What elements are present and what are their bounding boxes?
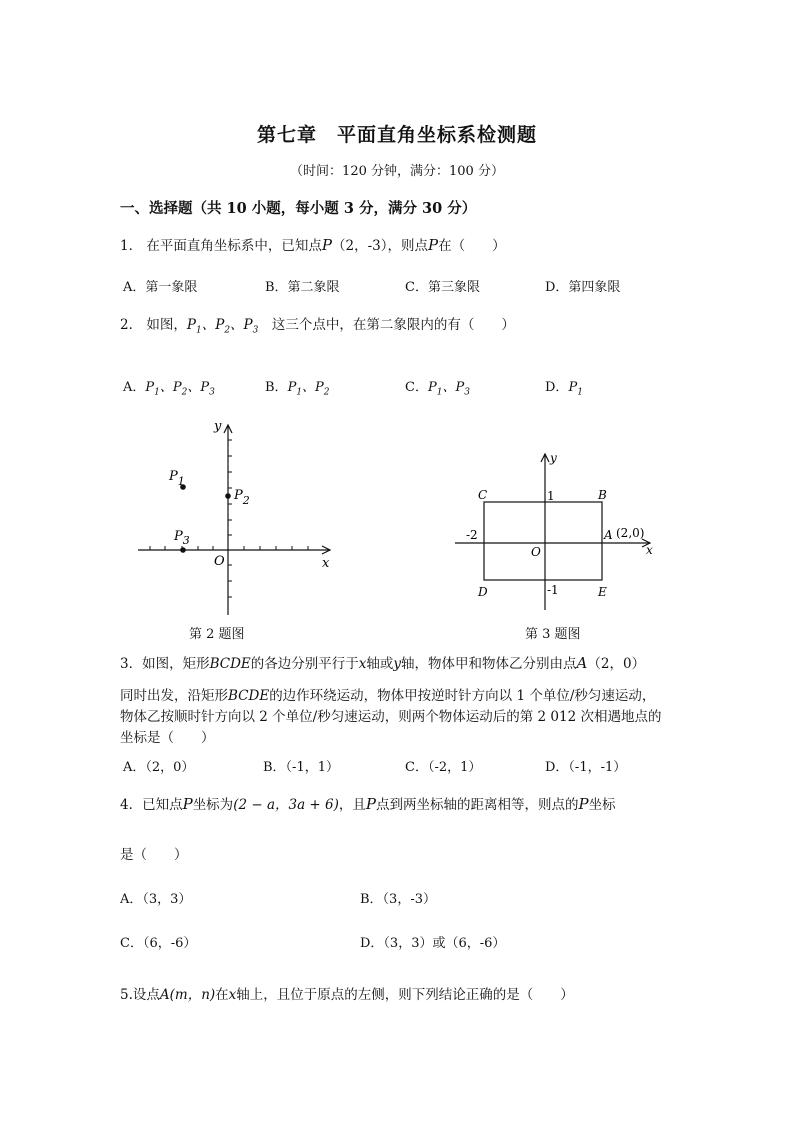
fig3-label-a-coord: (2,0) (616, 526, 645, 540)
question-3-line-4: 坐标是（ ） (120, 730, 215, 746)
fig2-label-p1: $P_1$ (169, 469, 185, 488)
figure-2-coordinate-plane (130, 415, 350, 625)
question-3-line-2: 同时出发，沿矩形BCDE的边作环绕运动，物体甲按逆时针方向以 1 个单位/秒匀速运动， (120, 688, 656, 704)
fig2-x-label: x (322, 556, 330, 571)
q1-option-c: C．第三象限 (405, 280, 480, 295)
page-title: 第七章 平面直角坐标系检测题 (256, 124, 537, 146)
q3-option-c: C．（-2，1） (405, 760, 482, 775)
fig3-label-b: B (598, 488, 607, 502)
question-4: 4．已知点P坐标为(2 − a，3a + 6)，且P点到两坐标轴的距离相等，则点的P坐标 (120, 795, 616, 813)
q1-option-d: D．第四象限 (545, 280, 621, 295)
q1-text-b: 在（ ） (438, 238, 506, 254)
exam-subtitle: （时间：120 分钟，满分：100 分） (290, 164, 504, 179)
fig3-label-d: D (478, 585, 488, 599)
fig3-x-label: x (646, 543, 653, 557)
figure-3-caption: 第 3 题图 (525, 627, 581, 642)
q4-option-c: C．（6，-6） (120, 936, 197, 951)
q1-option-b: B．第二象限 (265, 280, 340, 295)
q4-option-a: A．（3，3） (120, 892, 192, 907)
q1-var-p: P (321, 236, 332, 254)
q3-option-a: A．（2，0） (123, 760, 195, 775)
fig3-y-label: y (550, 451, 557, 465)
fig2-label-p3: $P_3$ (174, 529, 190, 547)
fig2-point-p2 (225, 493, 231, 499)
question-3-line-3: 物体乙按顺时针方向以 2 个单位/秒匀速运动，则两个物体运动后的第 2 012 次相遇地点的 (120, 709, 662, 725)
fig2-y-label: y (214, 419, 222, 434)
fig2-ticks (150, 440, 308, 597)
fig3-origin-label: O (531, 545, 541, 559)
fig3-label-c: C (478, 488, 488, 502)
q2-text: 2． 如图， (120, 317, 187, 333)
question-3-line-1: 3．如图，矩形BCDE的各边分别平行于x轴或y轴，物体甲和物体乙分别由点A（2，0） (120, 654, 646, 672)
q1-var-p2: P (427, 236, 439, 254)
q1-text: 1． 在平面直角坐标系中，已知点 (120, 238, 322, 254)
fig3-tick-neg1: -1 (547, 583, 559, 597)
fig2-label-p2: $P_2$ (234, 488, 250, 507)
q4-option-d: D．（3，3）或（6，-6） (360, 936, 506, 951)
q2-option-d: D．$P_1$ (545, 380, 583, 398)
section-heading: 一、选择题（共 10 小题，每小题 3 分，满分 30 分） (120, 200, 477, 217)
q1-option-a: A．第一象限 (123, 280, 198, 295)
fig3-tick-1: 1 (547, 489, 555, 503)
question-1 (120, 234, 506, 254)
q2-option-b: B．$P_1$、$P_2$ (265, 380, 330, 398)
q3-option-b: B．（-1，1） (263, 760, 339, 775)
fig2-point-p3 (180, 547, 186, 553)
question-4-line-2: 是（ ） (120, 847, 188, 863)
q1-coords: （2，-3），则点 (331, 238, 428, 254)
figure-3-rectangle-diagram (450, 450, 665, 610)
question-5: 5.设点A(m，n)在x轴上，且位于原点的左侧，则下列结论正确的是（ ） (120, 987, 574, 1003)
q2-option-c: C．$P_1$、$P_3$ (405, 380, 470, 398)
q2-points: $P_1$、$P_2$、$P_3$ (186, 317, 259, 336)
fig3-tick-neg2: -2 (466, 528, 478, 542)
fig3-label-a: A (604, 528, 613, 542)
figure-2-caption: 第 2 题图 (189, 627, 245, 642)
q4-option-b: B．（3，-3） (360, 892, 436, 907)
question-2 (120, 313, 515, 336)
q2-text-b: 这三个点中，在第二象限内的有（ ） (271, 317, 515, 333)
fig3-label-e: E (598, 585, 607, 599)
fig2-origin-label: O (214, 554, 225, 569)
fig3-rectangle-bcde (484, 502, 602, 580)
q3-option-d: D．（-1，-1） (545, 760, 627, 775)
q2-option-a: A．$P_1$、$P_2$、$P_3$ (123, 380, 215, 398)
